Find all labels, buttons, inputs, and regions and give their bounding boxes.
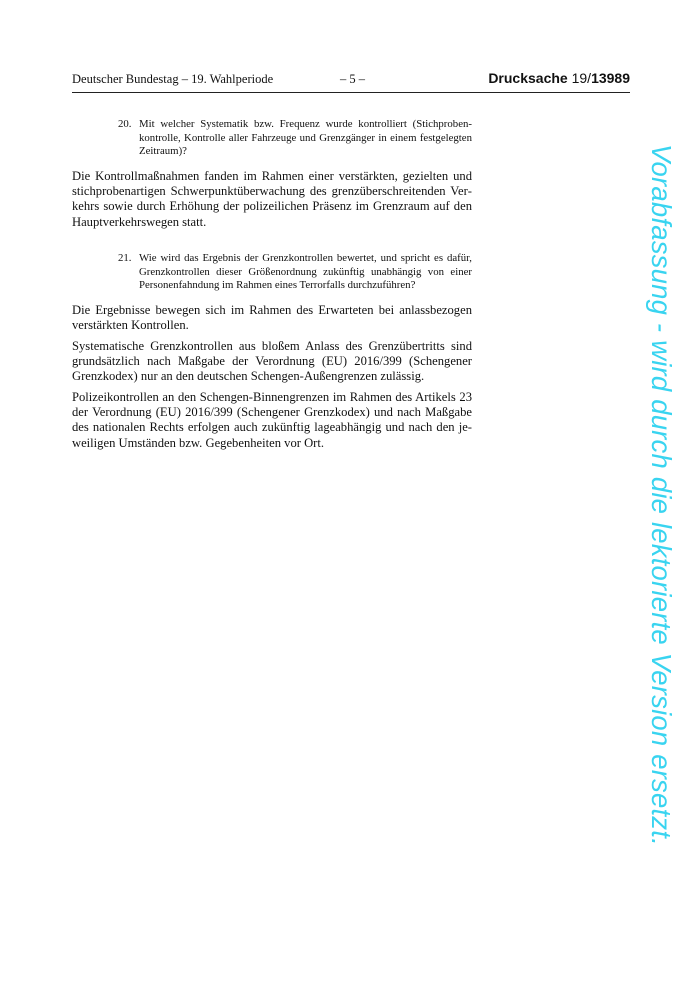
- page-number: – 5 –: [340, 72, 365, 86]
- question-text: Wie wird das Ergebnis der Grenzkontrollen bewertet, und spricht es dafür, Grenzkontrollen dieser Größenordnung zukünftig unabhängig von einer Personenfahndung im Rahmen eines Terrorfalls durchzuführen?: [139, 252, 472, 292]
- question-text: Mit welcher Systematik bzw. Frequenz wurde kontrolliert (Stichprobenkontrolle, Kontrolle aller Fahrzeuge und Grenzgänger in einem festgelegten Zeitraum)?: [139, 118, 472, 158]
- question-number: 21.: [118, 252, 132, 264]
- question-20: [118, 118, 472, 159]
- document-number-prefix: 19/: [571, 70, 592, 86]
- header-publisher: Deutscher Bundestag – 19. Wahlperiode: [72, 72, 274, 86]
- answer-paragraph: Polizeikontrollen an den Schengen-Binnengrenzen im Rahmen des Artikels 23 der Verordnung (EU) 2016/399 (Schengener Grenzkodex) und nach Maßgabe des nationalen Rechts erfolgen auch zukünftig lageabhängig und nach den jeweiligen Umständen bzw. Gegebenheiten vor Ort.: [72, 390, 472, 450]
- answer-paragraph: Systematische Grenzkontrollen aus bloßem Anlass des Grenzübertritts sind grundsätzlich nach Maßgabe der Verordnung (EU) 2016/399 (Schengener Grenzkodex) nur an den deutschen Schengen-Außengrenzen zulässig.: [72, 339, 472, 384]
- answer-paragraph: Die Ergebnisse bewegen sich im Rahmen des Erwarteten bei anlassbezogen verstärkten Kontrollen.: [72, 303, 472, 333]
- question-21: [118, 252, 472, 293]
- document-label: Drucksache: [488, 70, 568, 86]
- document-number: [488, 70, 630, 86]
- preliminary-version-watermark: Vorabfassung - wird durch die lektorierte Version ersetzt.: [646, 144, 677, 846]
- question-number: 20.: [118, 118, 132, 130]
- document-number-value: 13989: [591, 70, 630, 86]
- page-header: [72, 70, 630, 93]
- answer-paragraph: Die Kontrollmaßnahmen fanden im Rahmen einer verstärkten, gezielten und stichprobenartigen Schwerpunktüberwachung des grenzüberschreitenden Verkehrs sowie durch Erhöhung der polizeilichen Präsenz im Grenzraum auf den Hauptverkehrswegen statt.: [72, 169, 472, 229]
